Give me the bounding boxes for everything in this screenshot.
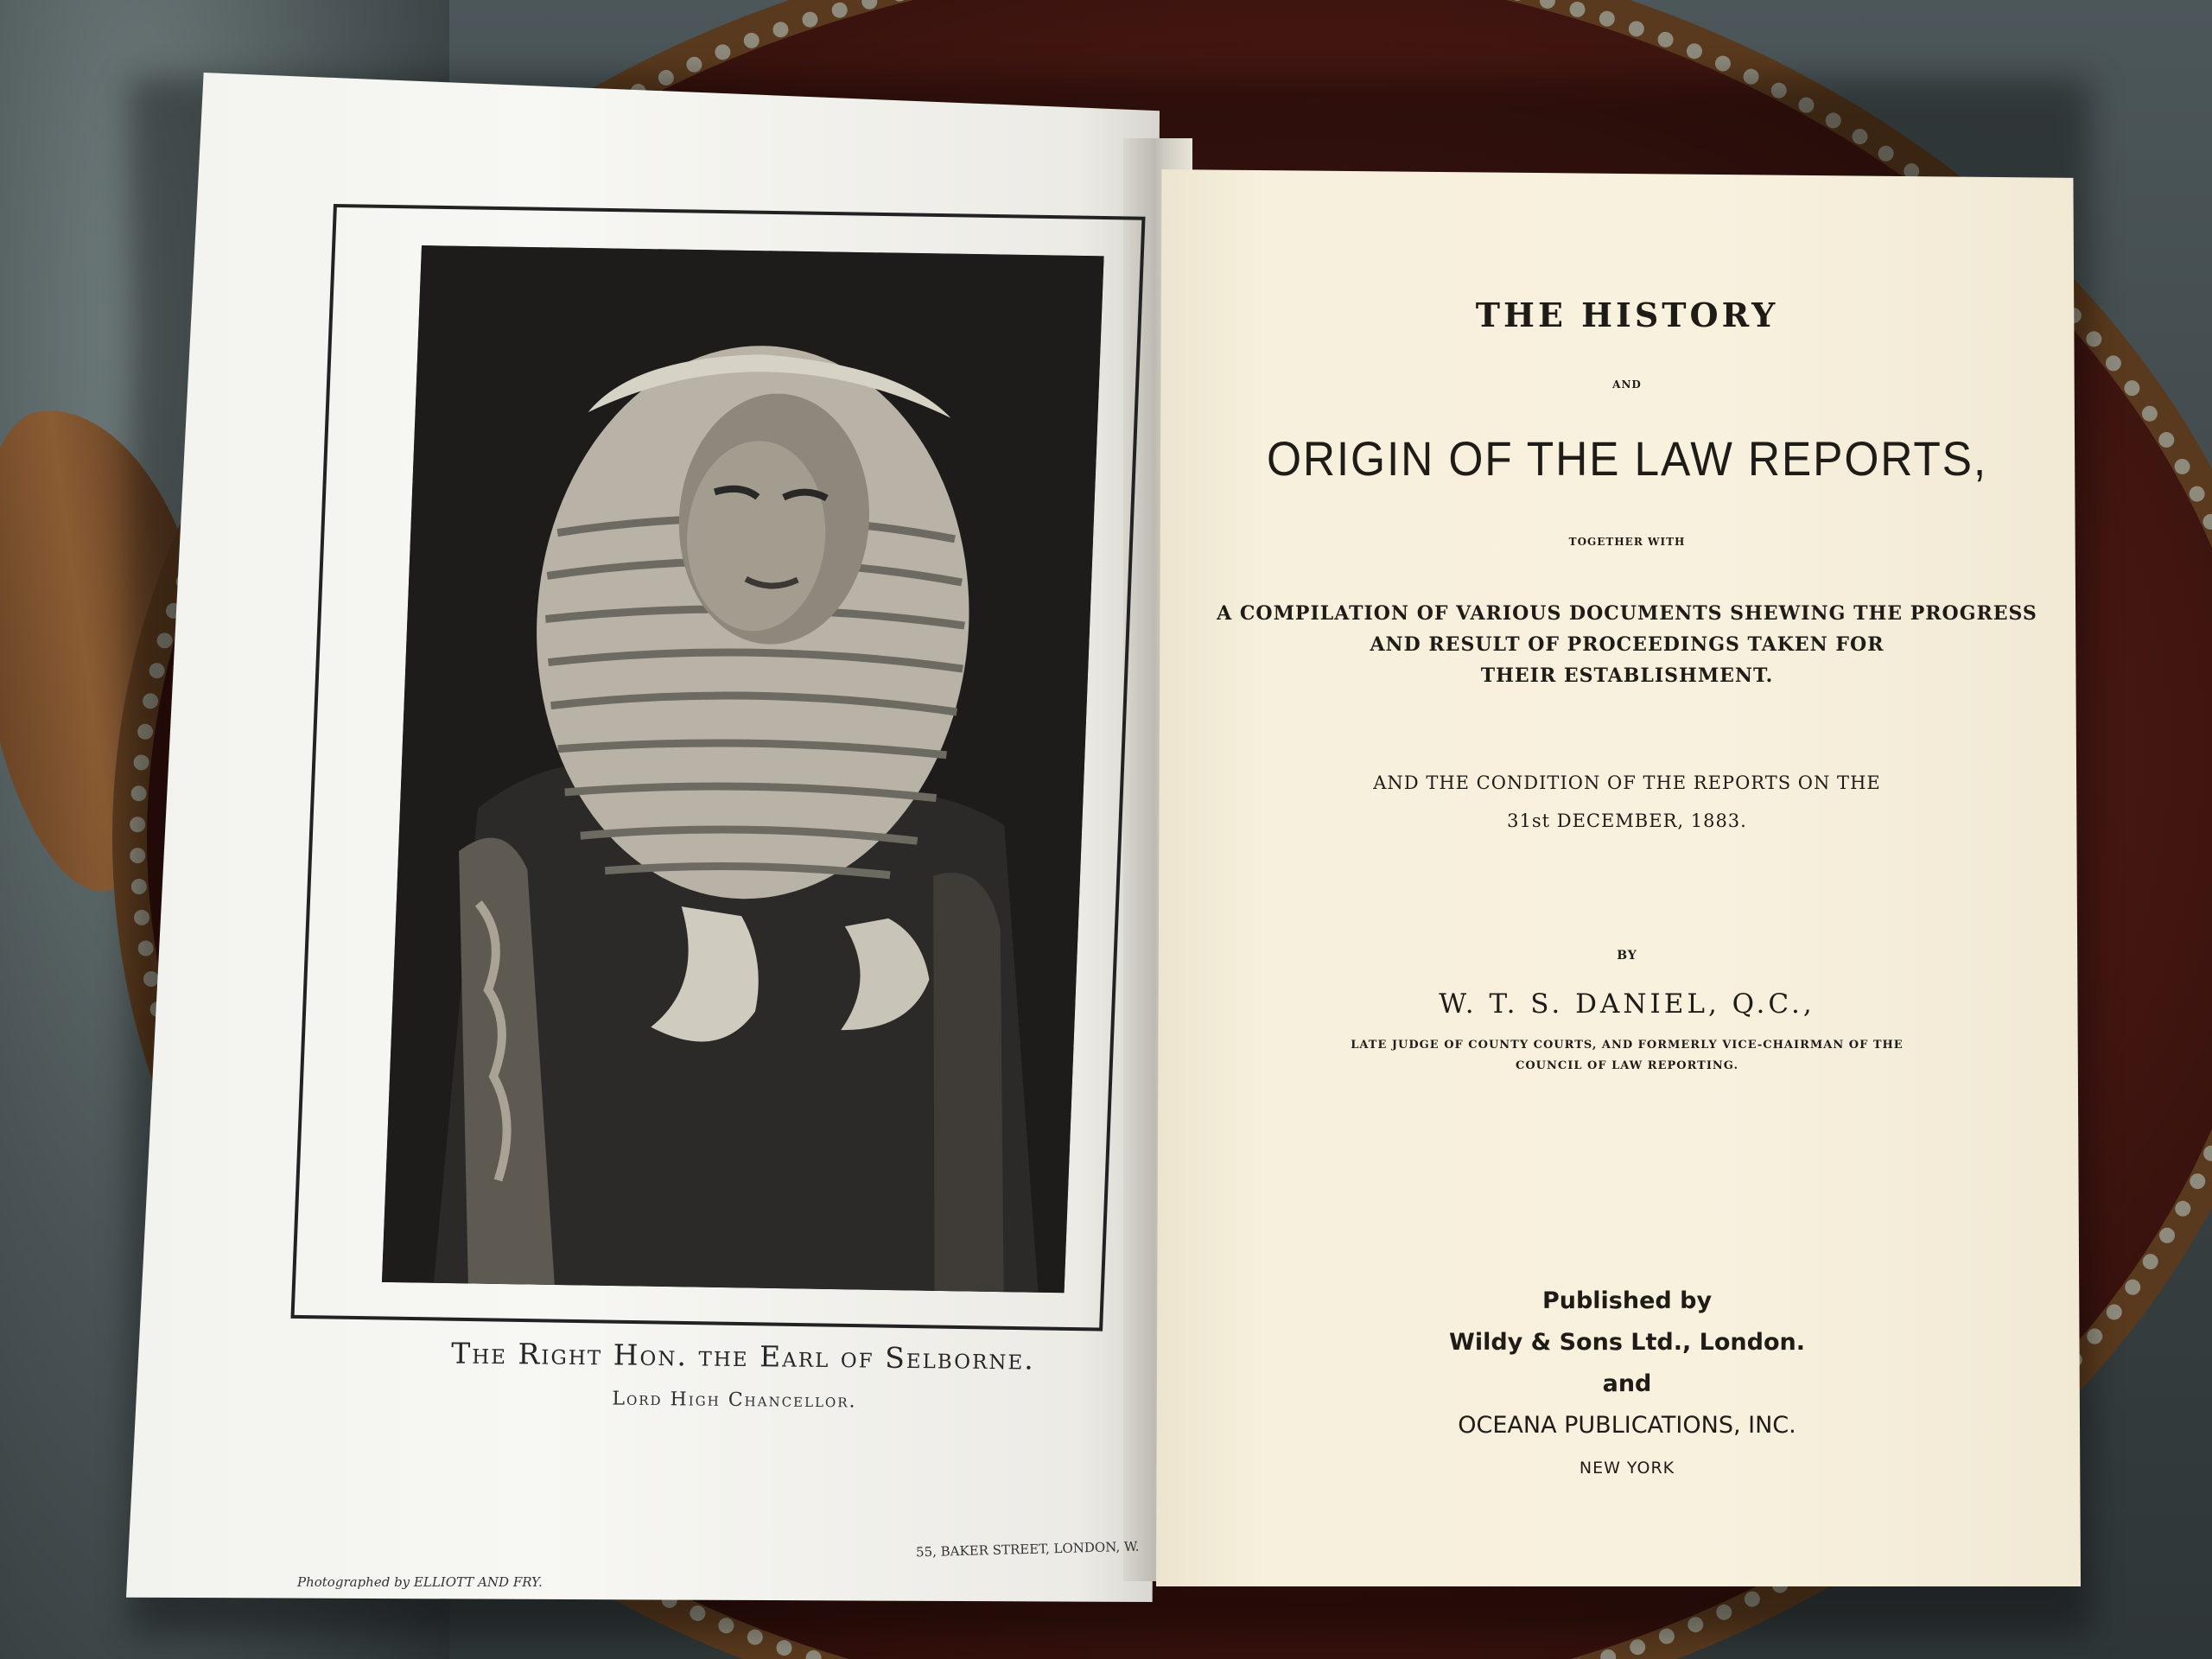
publisher-block [1156, 1281, 2098, 1446]
title-author: W. T. S. DANIEL, Q.C., [1439, 988, 1815, 1020]
plate-caption-subtitle: Lord High Chancellor. [612, 1388, 857, 1413]
compilation-line: AND RESULT OF PROCEEDINGS TAKEN FOR [1370, 633, 1885, 656]
title-main: ORIGIN OF THE LAW REPORTS, [1266, 431, 1988, 486]
photo-address: 55, BAKER STREET, LONDON, W. [915, 1538, 1140, 1560]
compilation-line: THEIR ESTABLISHMENT. [1480, 664, 1774, 687]
published-by: Published by [1541, 1287, 1713, 1314]
author-role-line: LATE JUDGE OF COUNTY COURTS, AND FORMERLY VICE-CHAIRMAN OF THE [1351, 1039, 1904, 1052]
title-together-with: TOGETHER WITH [1568, 536, 1686, 548]
title-compilation [1156, 598, 2098, 691]
condition-line: 31st DECEMBER, 1883. [1507, 810, 1747, 831]
title-condition [1156, 764, 2098, 840]
publisher-and: and [1602, 1370, 1652, 1397]
photo-credit: Photographed by ELLIOTT AND FRY. [297, 1574, 543, 1590]
author-role-line: COUNCIL OF LAW REPORTING. [1516, 1059, 1738, 1072]
title-and: AND [1612, 378, 1642, 391]
plate-caption-title: The Right Hon. the Earl of Selborne. [451, 1336, 1035, 1376]
publisher-wildy: Wildy & Sons Ltd., London. [1449, 1329, 1805, 1356]
title-history: THE HISTORY [1475, 296, 1779, 334]
title-author-role [1156, 1035, 2098, 1077]
publisher-oceana: OCEANA PUBLICATIONS, INC. [1458, 1412, 1796, 1439]
condition-line: AND THE CONDITION OF THE REPORTS ON THE [1373, 772, 1881, 793]
portrait-photograph [382, 245, 1104, 1293]
compilation-line: A COMPILATION OF VARIOUS DOCUMENTS SHEWING THE PROGRESS [1217, 602, 2037, 625]
title-by: BY [1617, 949, 1637, 963]
publisher-city: NEW YORK [1579, 1459, 1675, 1478]
